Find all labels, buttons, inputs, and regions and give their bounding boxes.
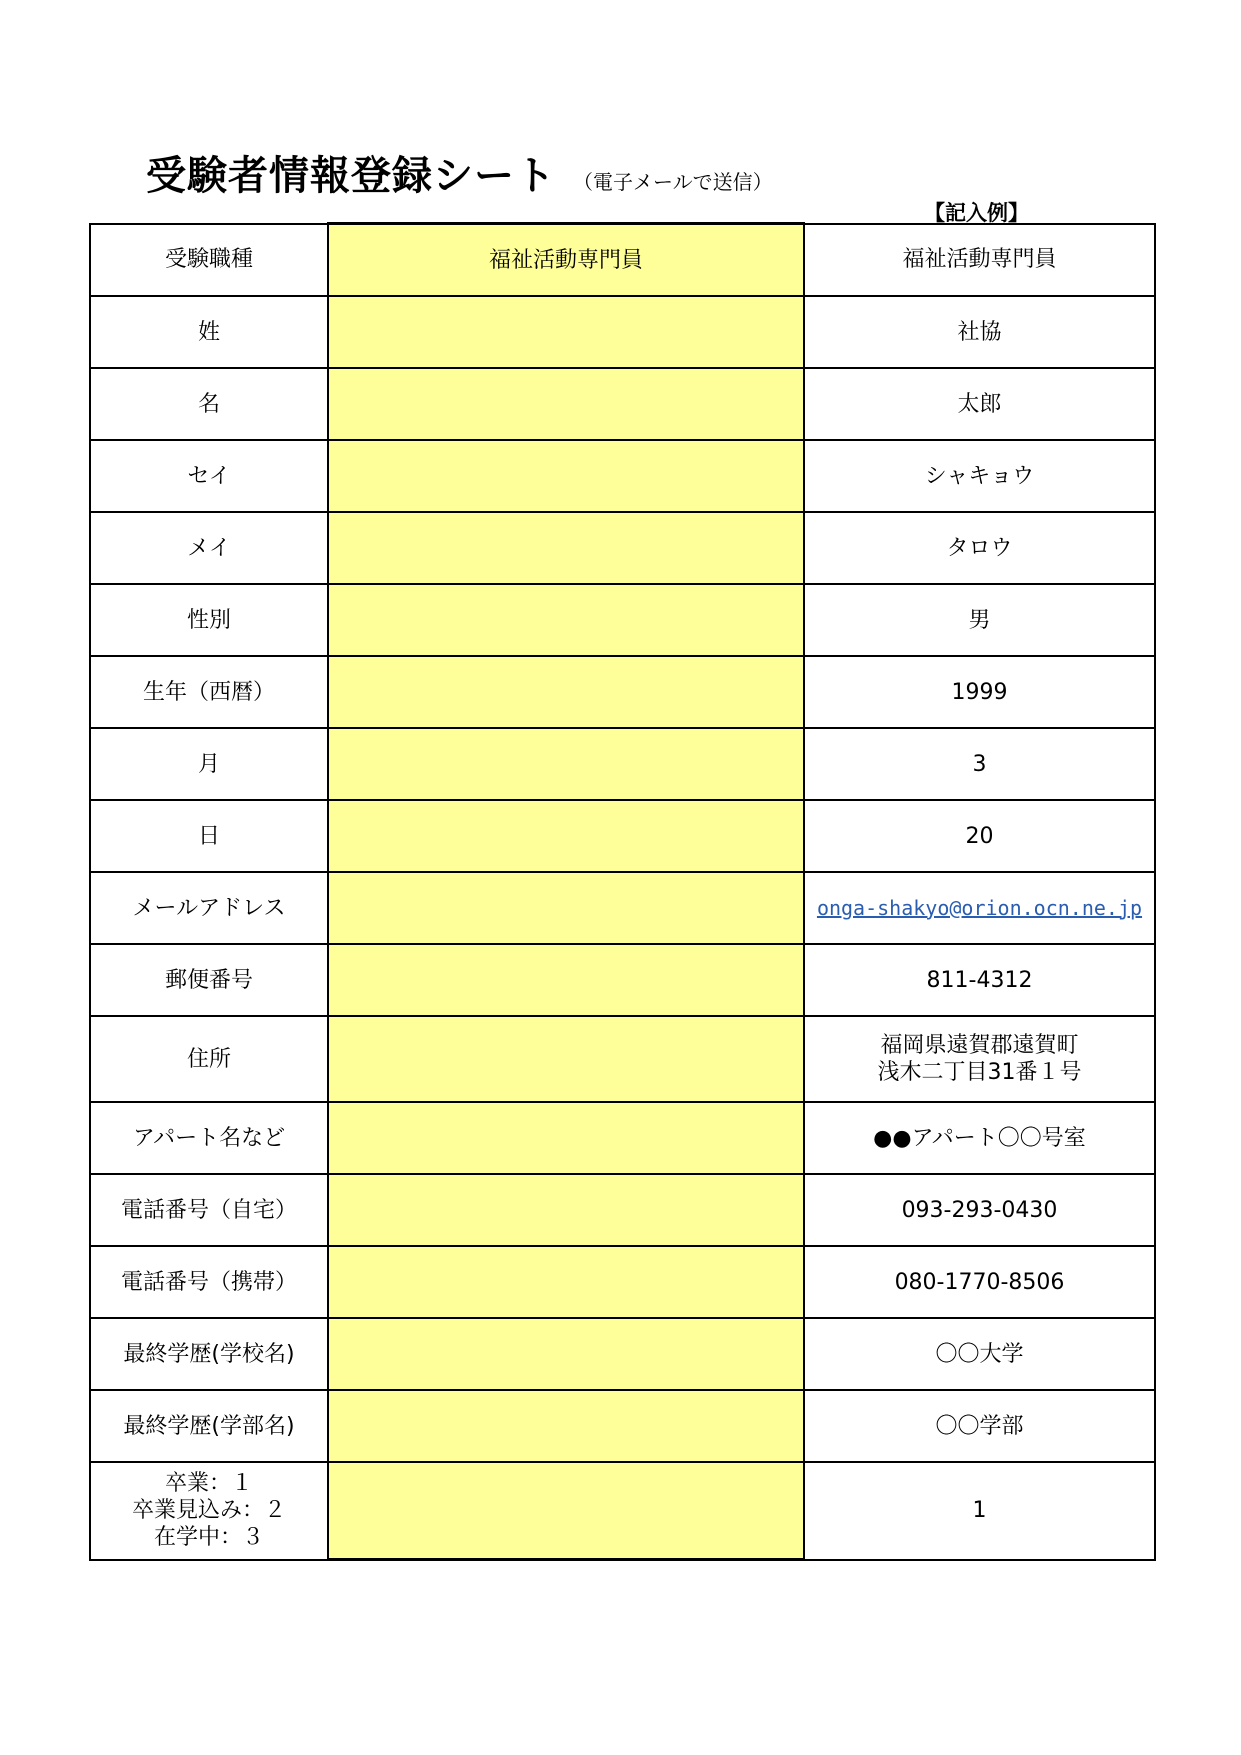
row-label: 住所 xyxy=(90,1016,328,1102)
example-value: 20 xyxy=(804,800,1155,872)
table-row-birth-month xyxy=(90,728,1155,800)
table-row-faculty-name xyxy=(90,1390,1155,1462)
input-gender[interactable] xyxy=(328,584,804,656)
row-label: セイ xyxy=(90,440,328,512)
example-value: 811-4312 xyxy=(804,944,1155,1016)
input-birth-year[interactable] xyxy=(328,656,804,728)
example-value: 太郎 xyxy=(804,368,1155,440)
input-apartment[interactable] xyxy=(328,1102,804,1174)
example-value: 福祉活動専門員 xyxy=(804,224,1155,297)
table-row-mobile-phone xyxy=(90,1246,1155,1318)
example-value: 〇〇学部 xyxy=(804,1390,1155,1462)
example-column-label: 【記入例】 xyxy=(924,201,1029,225)
input-postal-code[interactable] xyxy=(328,944,804,1016)
table-row-last-name xyxy=(90,296,1155,368)
table-row-gender xyxy=(90,584,1155,656)
row-label: メイ xyxy=(90,512,328,584)
input-address[interactable] xyxy=(328,1016,804,1102)
table-row-address xyxy=(90,1016,1155,1102)
input-school-name[interactable] xyxy=(328,1318,804,1390)
input-birth-day[interactable] xyxy=(328,800,804,872)
row-label: メールアドレス xyxy=(90,872,328,944)
example-value: 福岡県遠賀郡遠賀町 浅木二丁目31番１号 xyxy=(804,1016,1155,1102)
table-row-job-type xyxy=(90,224,1155,297)
table-row-birth-year xyxy=(90,656,1155,728)
input-home-phone[interactable] xyxy=(328,1174,804,1246)
example-value: シャキョウ xyxy=(804,440,1155,512)
input-first-name[interactable] xyxy=(328,368,804,440)
table-row-home-phone xyxy=(90,1174,1155,1246)
row-label: 月 xyxy=(90,728,328,800)
row-label: 最終学歴(学校名) xyxy=(90,1318,328,1390)
row-label: 電話番号（携帯） xyxy=(90,1246,328,1318)
input-first-name-kana[interactable] xyxy=(328,512,804,584)
example-value: 3 xyxy=(804,728,1155,800)
example-value: 〇〇大学 xyxy=(804,1318,1155,1390)
table-row-apartment xyxy=(90,1102,1155,1174)
row-label: 卒業：１ 卒業見込み：２ 在学中：３ xyxy=(90,1462,328,1560)
row-label: 名 xyxy=(90,368,328,440)
example-value: 男 xyxy=(804,584,1155,656)
input-email[interactable] xyxy=(328,872,804,944)
table-row-email xyxy=(90,872,1155,944)
input-job-type[interactable]: 福祉活動専門員 xyxy=(328,224,804,297)
example-value: 093-293-0430 xyxy=(804,1174,1155,1246)
row-label: 郵便番号 xyxy=(90,944,328,1016)
table-row-postal-code xyxy=(90,944,1155,1016)
row-label: 生年（西暦） xyxy=(90,656,328,728)
input-birth-month[interactable] xyxy=(328,728,804,800)
example-value xyxy=(804,872,1155,944)
example-value: 1999 xyxy=(804,656,1155,728)
table-row-last-name-kana xyxy=(90,440,1155,512)
input-graduation-status[interactable] xyxy=(328,1462,804,1560)
table-row-birth-day xyxy=(90,800,1155,872)
input-last-name[interactable] xyxy=(328,296,804,368)
row-label: 日 xyxy=(90,800,328,872)
row-label: 受験職種 xyxy=(90,224,328,297)
row-label: アパート名など xyxy=(90,1102,328,1174)
input-mobile-phone[interactable] xyxy=(328,1246,804,1318)
example-value: 社協 xyxy=(804,296,1155,368)
example-email-link[interactable]: onga-shakyo@orion.ocn.ne.jp xyxy=(816,895,1143,920)
page-subtitle: （電子メールで送信） xyxy=(573,170,773,194)
example-value: ●●アパート〇〇号室 xyxy=(804,1102,1155,1174)
row-label: 電話番号（自宅） xyxy=(90,1174,328,1246)
table-row-school-name xyxy=(90,1318,1155,1390)
input-last-name-kana[interactable] xyxy=(328,440,804,512)
row-label: 性別 xyxy=(90,584,328,656)
example-value: 1 xyxy=(804,1462,1155,1560)
row-label: 最終学歴(学部名) xyxy=(90,1390,328,1462)
page-title: 受験者情報登録シート xyxy=(146,153,556,199)
table-row-first-name xyxy=(90,368,1155,440)
example-value: タロウ xyxy=(804,512,1155,584)
row-label: 姓 xyxy=(90,296,328,368)
table-row-first-name-kana xyxy=(90,512,1155,584)
table-row-graduation-status xyxy=(90,1462,1155,1560)
registration-table xyxy=(89,222,1156,1561)
example-value: 080-1770-8506 xyxy=(804,1246,1155,1318)
input-faculty-name[interactable] xyxy=(328,1390,804,1462)
